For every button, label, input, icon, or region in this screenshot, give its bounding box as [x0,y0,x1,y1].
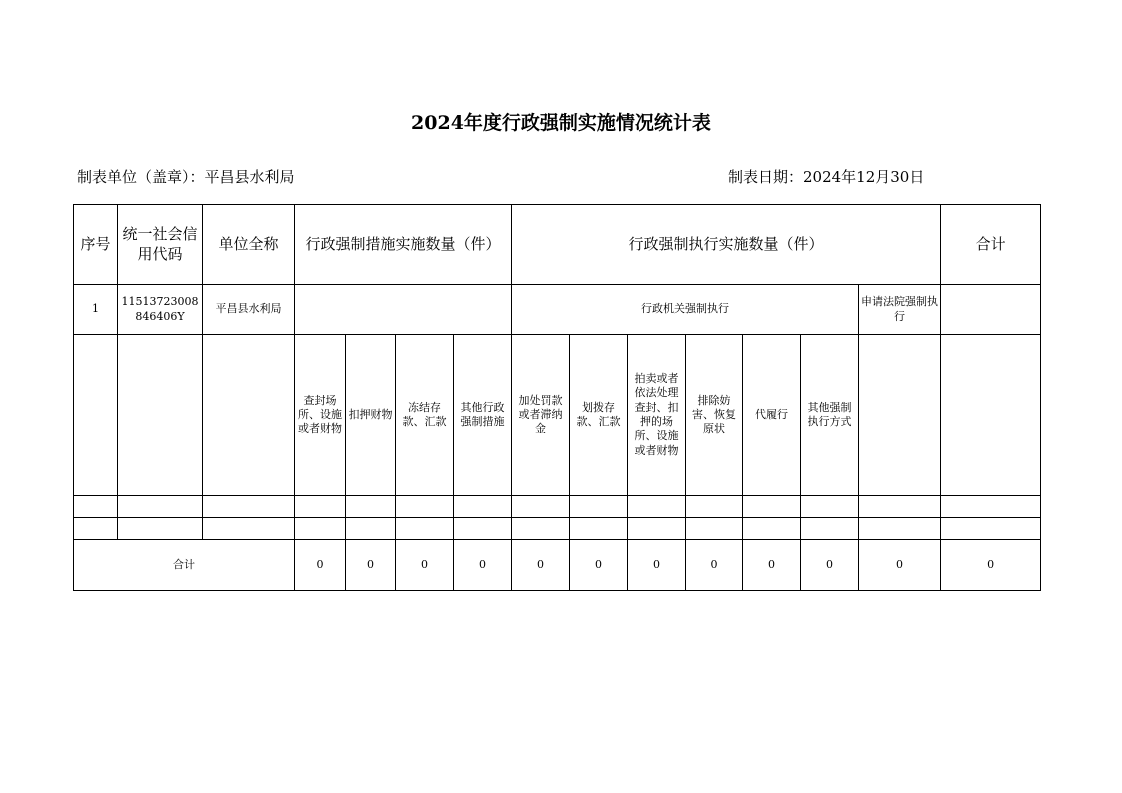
sub-substitute: 代履行 [743,335,801,496]
sub-other-enforce: 其他强制执行方式 [801,335,859,496]
sub-freeze: 冻结存款、汇款 [396,335,454,496]
total-value: 0 [941,540,1041,591]
total-value: 0 [686,540,743,591]
table-row [74,496,1041,518]
prepared-by-unit: 制表单位（盖章）：平昌县水利局 [77,168,295,186]
row1-credit-code: 11513723008846406Y [118,285,203,335]
row1-measures-blank [295,285,512,335]
sub-transfer: 划拨存款、汇款 [570,335,628,496]
subheader-row [74,335,1041,496]
page-title: 2024年度行政强制实施情况统计表 [411,112,711,134]
total-value: 0 [346,540,396,591]
sub-penalty: 加处罚款或者滞纳金 [512,335,570,496]
row1-seq: 1 [74,285,118,335]
sub-auction: 拍卖或者依法处理查封、扣押的场所、设施或者财物 [628,335,686,496]
total-value: 0 [743,540,801,591]
header-credit-code: 统一社会信用代码 [118,205,203,285]
row1-court-apply: 申请法院强制执行 [859,285,941,335]
total-value: 0 [628,540,686,591]
statistics-table [73,204,1041,591]
total-label: 合计 [74,540,295,591]
header-measures: 行政强制措施实施数量（件） [295,205,512,285]
header-row [74,205,1041,285]
row1-unit-name: 平昌县水利局 [203,285,295,335]
total-value: 0 [295,540,346,591]
row1-admin-enforce: 行政机关强制执行 [512,285,859,335]
sub-seize: 扣押财物 [346,335,396,496]
total-value: 0 [801,540,859,591]
header-total: 合计 [941,205,1041,285]
table-row [74,518,1041,540]
table-row [74,285,1041,335]
header-seq: 序号 [74,205,118,285]
total-row [74,540,1041,591]
prepared-date: 制表日期：2024年12月30日 [728,168,925,186]
sub-remove: 排除妨害、恢复原状 [686,335,743,496]
row1-total-blank [941,285,1041,335]
total-value: 0 [512,540,570,591]
total-value: 0 [859,540,941,591]
total-value: 0 [454,540,512,591]
total-value: 0 [396,540,454,591]
header-enforcement: 行政强制执行实施数量（件） [512,205,941,285]
total-value: 0 [570,540,628,591]
sub-seal: 查封场所、设施或者财物 [295,335,346,496]
header-unit-name: 单位全称 [203,205,295,285]
sub-other-measures: 其他行政强制措施 [454,335,512,496]
